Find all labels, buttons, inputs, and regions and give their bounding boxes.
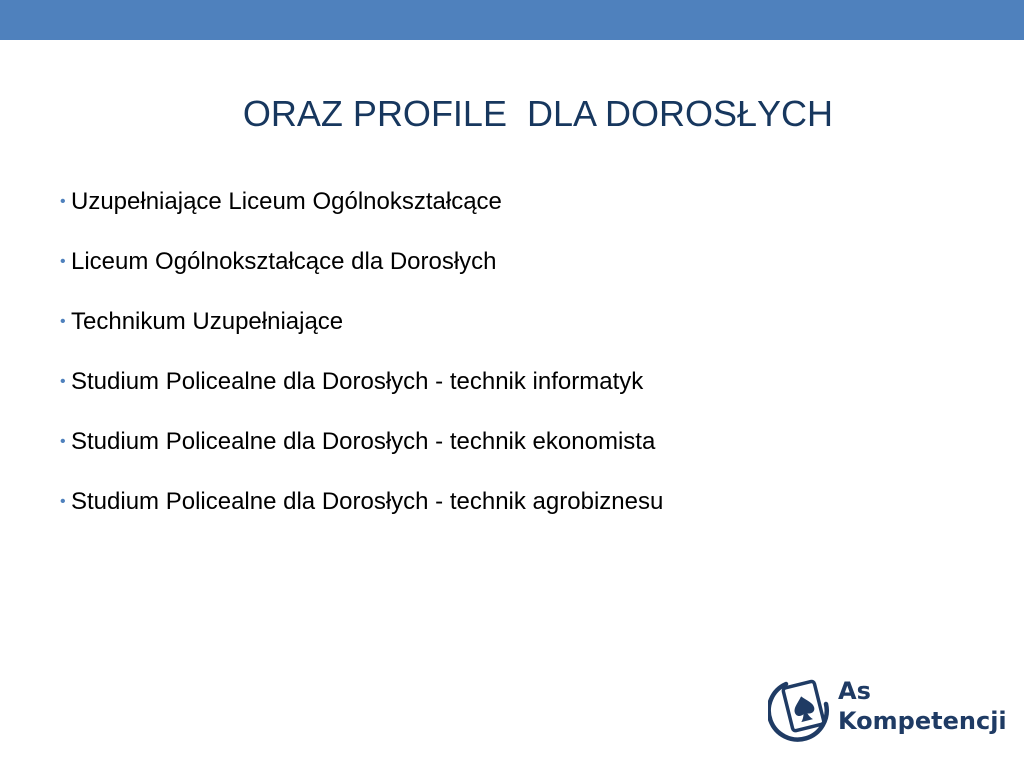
bullet-text: Liceum Ogólnokształcące dla Dorosłych [71, 248, 497, 275]
bullet-text: Studium Policealne dla Dorosłych - technik agrobiznesu [71, 488, 664, 515]
bullet-text: Studium Policealne dla Dorosłych - technik informatyk [71, 368, 644, 395]
bullet-dot-icon: • [60, 313, 66, 330]
spade-card-icon [768, 674, 834, 744]
bullet-item [60, 364, 980, 424]
slide-title: ORAZ PROFILE DLA DOROSŁYCH [242, 93, 834, 134]
top-accent-bar [0, 0, 1024, 40]
bullet-dot-icon: • [60, 433, 66, 450]
logo-text-line2: Kompetencji [838, 707, 1007, 735]
bullet-text: Technikum Uzupełniające [71, 308, 344, 335]
bullet-dot-icon: • [60, 253, 66, 270]
bullet-text: Studium Policealne dla Dorosłych - technik ekonomista [71, 428, 656, 455]
bullet-dot-icon: • [60, 493, 66, 510]
bullet-list [60, 184, 980, 544]
bullet-text: Uzupełniające Liceum Ogólnokształcące [71, 188, 502, 215]
bullet-item [60, 184, 980, 244]
bullet-item [60, 424, 980, 484]
bullet-item [60, 244, 980, 304]
as-kompetencji-logo [768, 674, 1007, 746]
logo-text-line1: As [838, 677, 871, 705]
bullet-item [60, 484, 980, 544]
bullet-dot-icon: • [60, 373, 66, 390]
bullet-dot-icon: • [60, 193, 66, 210]
logo-wordmark [838, 676, 1007, 736]
bullet-item [60, 304, 980, 364]
